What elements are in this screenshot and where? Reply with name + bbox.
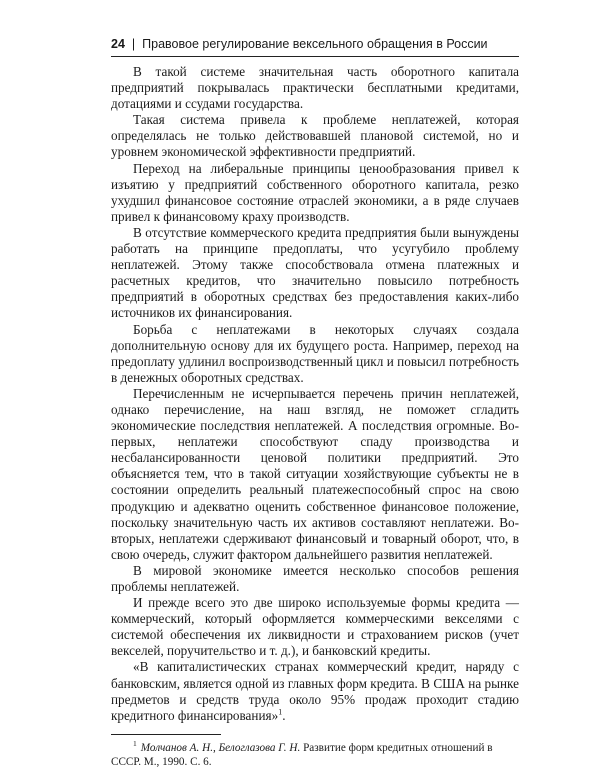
quote-end: . bbox=[282, 707, 286, 723]
paragraph: Перечисленным не исчерпывается перечень причин неплатежей, однако перечисление, на наш взгляд, не поможет сгладить экономические последствия неплатежей. А последствия огромные. Во-первых, неплатежи способствуют спаду производства и несбалансированности ценовой политики предприятий. Это объясняется тем, что в такой ситуации хозяйствующие субъекты не в состоянии определить реальный платежеспособный спрос на свою продукцию и адекватно оценить собственное финансовое положение, поскольку значительную часть их активов составляют неплатежи. Во-вторых, неплатежи сдерживают финансовый и товарный оборот, что, в свою очередь, служит фактором дальнейшего развития неплатежей. bbox=[111, 385, 519, 562]
footnote-mark: 1 bbox=[133, 739, 137, 749]
paragraph: Такая система привела к проблеме неплатежей, которая определялась не только действовавшей плановой системой, но и уровнем экономической эффективности предприятий. bbox=[111, 112, 519, 160]
paragraph: В такой системе значительная часть оборотного капитала предприятий покрывалась практически бесплатными кредитами, дотациями и ссудами государства. bbox=[111, 64, 519, 112]
header-separator: | bbox=[131, 37, 136, 51]
quote-paragraph bbox=[111, 659, 519, 723]
page-number: 24 bbox=[111, 37, 125, 51]
footnote-reference[interactable]: 1 bbox=[278, 707, 283, 717]
footnote-authors: Молчанов А. Н., Белоглазова Г. Н. bbox=[140, 741, 301, 754]
quote-text: «В капиталистических странах коммерческий кредит, наряду с банковским, является одной из главных форм кредита. В США на рынке предметов и средств труда около 95% продаж проходит стадию кредитного финансирования» bbox=[111, 659, 519, 723]
header-title: Правовое регулирование вексельного обращения в России bbox=[142, 37, 488, 51]
footnote bbox=[111, 741, 519, 769]
footnote-text: Развитие форм кредитных отношений в СССР. М., 1990. С. 6. bbox=[111, 741, 493, 768]
running-header bbox=[111, 36, 519, 57]
paragraph: В отсутствие коммерческого кредита предприятия были вынуждены работать на принципе предоплаты, что усугубило проблему неплатежей. Этому также способствовала отмена платежных и расчетных кредитов, что значительно повысило потребность предприятий в оборотных средствах без предоставления каких-либо источников их финансирования. bbox=[111, 224, 519, 321]
paragraph: Борьба с неплатежами в некоторых случаях создала дополнительную основу для их будущего роста. Например, переход на предоплату удлинил воспроизводственный цикл и повысил потребность в денежных оборотных средствах. bbox=[111, 321, 519, 385]
paragraph: В мировой экономике имеется несколько способов решения проблемы неплатежей. bbox=[111, 562, 519, 594]
paragraph: Переход на либеральные принципы ценообразования привел к изъятию у предприятий собственного оборотного капитала, резко ухудшил финансовое состояние отраслей экономики, а в ряде случаев привел к финансовому краху производств. bbox=[111, 160, 519, 224]
paragraph: И прежде всего это две широко используемые формы кредита — коммерческий, который оформляется коммерческими векселями с системой обеспечения их ликвидности и страхованием рисков (учет векселей, поручительство и т. д.), и банковский кредиты. bbox=[111, 595, 519, 659]
footnote-divider bbox=[111, 734, 221, 735]
book-page bbox=[111, 36, 519, 769]
body-text bbox=[111, 64, 519, 724]
